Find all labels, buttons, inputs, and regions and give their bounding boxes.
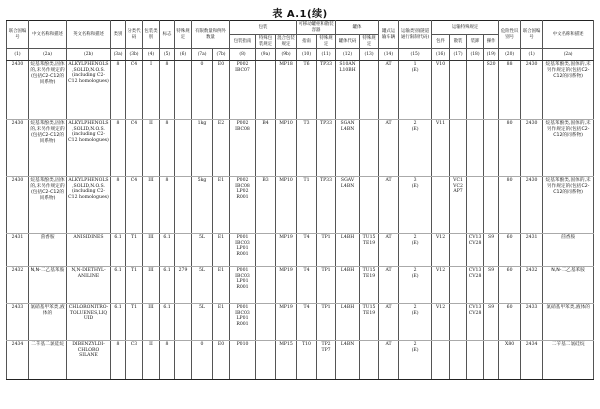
zh-name: 氯硝基甲苯类,液体的 [29,304,67,341]
ts-loading: CV13 CV28 [467,234,484,267]
portable-tank-special: TP1 [317,234,336,267]
header-hazard-id: 危险性识别号 [499,21,521,49]
table-row [7,267,594,304]
zh-name-right: 茴香胺 [543,234,594,267]
excepted-quantity: E1 [213,267,230,304]
un-number-right: 2433 [521,304,543,341]
packing-instruction: P001 IBC03 LP01 R001 [230,304,256,341]
column-code: (9b) [276,49,297,61]
portable-tank-special: TP33 [317,177,336,234]
tunnel-code: (E) [411,347,419,353]
header-pt-instr: 指南 [297,35,317,49]
class-code: C3 [126,341,143,380]
header-special-provisions: 特殊规定 [175,21,192,49]
ts-packages: V12 [432,267,450,304]
packing-group: III [143,177,160,234]
transport-category [399,341,432,380]
transport-category [399,120,432,177]
transport-category-number: 2 [413,305,417,310]
header-ts-packages: 包件 [432,35,450,49]
transport-category-number: 2 [413,342,417,347]
header-class-code: 分类代码 [126,21,143,49]
portable-tank-instr: T4 [297,234,317,267]
table-row [7,120,594,177]
un-number: 2432 [7,267,29,304]
transport-category-number: 2 [413,235,417,240]
packing-instruction: P010 [230,341,256,380]
ts-loading: CV13 CV28 [467,267,484,304]
column-code: (6) [175,49,192,61]
column-code: (10) [297,49,317,61]
hazard-id: 88 [499,61,521,120]
transport-category-number: 3 [413,178,417,183]
special-provisions [175,234,192,267]
header-class: 类别 [111,21,126,49]
portable-tank-instr: T6 [297,61,317,120]
portable-tank-special: TP33 [317,120,336,177]
tunnel-code: (E) [411,310,419,316]
table-row [7,304,594,341]
packing-special: B4 [256,120,276,177]
portable-tank-special: TP1 [317,304,336,341]
transport-category [399,267,432,304]
special-provisions [175,61,192,120]
header-packaging: 包装 [230,21,297,35]
limited-quantity: 5L [192,234,213,267]
ts-loading [467,177,484,234]
transport-category [399,61,432,120]
limited-quantity: 1kg [192,120,213,177]
en-name: N,N-DIETHYL-ANILINE [67,267,111,304]
ts-bulk: VC1 VC2 AP7 [450,177,467,234]
mixed-packing: MP19 [276,304,297,341]
ts-bulk [450,341,467,380]
header-mixed-packing: 混合包装规定 [277,36,295,47]
zh-name: 烷基苯酚类,固体的,未另作规定的(包括C2-C12的同系物) [29,177,67,234]
tank-special: TU15 TE19 [360,304,379,341]
limited-quantity: 5L [192,267,213,304]
tunnel-code: (E) [411,183,419,189]
un-number-right: 2430 [521,120,543,177]
tunnel-code: (E) [411,240,419,246]
special-provisions [175,177,192,234]
un-number-right: 2430 [521,61,543,120]
vehicle: AT [379,177,399,234]
column-code: (2a) [29,49,67,61]
tank-special [360,341,379,380]
column-code: (19) [484,49,499,61]
tank-special [360,177,379,234]
packing-group: I [143,61,160,120]
vehicle: AT [379,304,399,341]
column-code: (7a) [192,49,213,61]
table-row [7,234,594,267]
labels: 6.1 [160,304,175,341]
ts-bulk [450,304,467,341]
class: 8 [111,341,126,380]
header-tank: 罐体 [336,21,379,35]
ts-operation [484,120,499,177]
mixed-packing: MP19 [276,267,297,304]
portable-tank-instr: T4 [297,304,317,341]
packing-instruction: P002 IBC08 LP02 R001 [230,177,256,234]
un-number-right: 2431 [521,234,543,267]
en-name: ALKYLPHENOLS,SOLID,N.O.S.(including C2-C12 homologues) [67,120,111,177]
packing-special: B3 [256,177,276,234]
packing-special [256,304,276,341]
limited-quantity: 0 [192,61,213,120]
header-ts-bulk: 散装 [450,35,467,49]
header-ts-operation: 操作 [484,35,499,49]
header-labels: 标志 [160,21,175,49]
tank-code: L4BH [336,234,360,267]
limited-quantity: 5L [192,304,213,341]
portable-tank-special: TP33 [317,61,336,120]
packing-group: II [143,120,160,177]
transport-category-number: 2 [413,121,417,126]
transport-category-number: 2 [413,268,417,273]
class-code: T1 [126,304,143,341]
table-title: 表 A.1(续) [272,9,328,20]
hazard-id: 60 [499,267,521,304]
labels: 6.1 [160,267,175,304]
ts-loading [467,120,484,177]
column-code: (3b) [126,49,143,61]
zh-name-right: 二苄基二氯硅烷 [543,341,594,380]
tank-special: TU15 TE19 [360,234,379,267]
hazard-id: 80 [499,177,521,234]
hazard-id: 80 [499,120,521,177]
column-code: (5) [160,49,175,61]
en-name: ALKYLPHENOLS,SOLID,N.O.S.(including C2-C12 homologues) [67,177,111,234]
packing-group: III [143,234,160,267]
ts-loading [467,341,484,380]
limited-quantity: 5kg [192,177,213,234]
class: 6.1 [111,234,126,267]
table-row [7,177,594,234]
zh-name: 烷基苯酚类,固体的,未另作规定的(包括C2-C12的同系物) [29,61,67,120]
un-number-right: 2430 [521,177,543,234]
tank-special [360,61,379,120]
excepted-quantity: E0 [213,61,230,120]
excepted-quantity: E2 [213,120,230,177]
tank-special [360,120,379,177]
limited-quantity: 0 [192,341,213,380]
column-code: (13) [360,49,379,61]
class-code: C4 [126,120,143,177]
ts-packages: V10 [432,61,450,120]
header-portable-tank: 可移动罐柜和散装容器 [298,22,334,33]
en-name: CHLORONITRO-TOLUENES,LIQUID [67,304,111,341]
column-code: (3a) [111,49,126,61]
column-code: (4) [143,49,160,61]
ts-operation: S9 [484,234,499,267]
special-provisions [175,304,192,341]
packing-group: III [143,304,160,341]
un-number: 2430 [7,120,29,177]
header-un-no-right: 联合国编号 [521,21,543,49]
ts-operation [484,177,499,234]
header-vehicle: 罐式运输车辆 [379,21,399,49]
un-number: 2431 [7,234,29,267]
tank-code: SGAV L4BN [336,177,360,234]
header-zh-name-right: 中文名称和描述 [543,21,594,49]
mixed-packing: MP15 [276,341,297,380]
zh-name-right: N,N-二乙基苯胺 [543,267,594,304]
hazard-id: X80 [499,341,521,380]
zh-name-right: 烷基苯酚类,固体的,未另作规定的(包括C2-C12的同系物) [543,177,594,234]
header-ts-loading: 装卸 [467,35,484,49]
special-provisions: 279 [175,267,192,304]
column-code: (18) [467,49,484,61]
tank-code: L4BH [336,304,360,341]
excepted-quantity: E0 [213,341,230,380]
tank-code: L4BH [336,267,360,304]
packing-instruction: P001 IBC03 LP01 R001 [230,234,256,267]
un-number-right: 2432 [521,267,543,304]
vehicle: AT [379,267,399,304]
tank-code: SGAN L4BN [336,120,360,177]
mixed-packing: MP19 [276,234,297,267]
tank-code: S10AN L10BH [336,61,360,120]
ts-loading [467,61,484,120]
header-pack-special: 特殊包装规定 [256,35,276,49]
un-number: 2433 [7,304,29,341]
en-name: ANISIDINES [67,234,111,267]
ts-loading: CV13 CV28 [467,304,484,341]
tunnel-code: (E) [411,67,419,73]
en-name: DIBENZYLDI-CHLORO SILANE [67,341,111,380]
tank-special: TU15 TE19 [360,267,379,304]
excepted-quantity: E1 [213,177,230,234]
column-code: (2a) [543,49,594,61]
packing-group: III [143,267,160,304]
ts-bulk [450,120,467,177]
class-code: T1 [126,234,143,267]
en-name: ALKYLPHENOLS,SOLID,N.O.S.(including C2-C12 homologues) [67,61,111,120]
ts-bulk [450,61,467,120]
transport-category-number: 1 [413,62,417,67]
special-provisions [175,341,192,380]
column-code: (7b) [213,49,230,61]
header-tank-code: 罐体代码 [336,35,360,49]
packing-special [256,61,276,120]
packing-group: II [143,341,160,380]
portable-tank-instr: T4 [297,267,317,304]
special-provisions [175,120,192,177]
table-row [7,61,594,120]
header-packing-group: 包装类别 [143,21,160,49]
packing-special [256,267,276,304]
column-code: (1) [7,49,29,61]
transport-category [399,234,432,267]
column-code: (20) [499,49,521,61]
excepted-quantity: E1 [213,234,230,267]
labels: 8 [160,177,175,234]
zh-name: 二苄基二氯硅烷 [29,341,67,380]
column-code: (2b) [67,49,111,61]
class: 6.1 [111,304,126,341]
header-transport-special: 运输特殊规定 [432,21,499,35]
hazard-id: 60 [499,234,521,267]
class: 8 [111,120,126,177]
column-code: (12) [336,49,360,61]
mixed-packing: MP10 [276,177,297,234]
column-code: (11) [317,49,336,61]
vehicle: AT [379,120,399,177]
ts-operation: S9 [484,304,499,341]
dangerous-goods-table [6,20,594,380]
header-en-name: 英文名称和描述 [67,21,111,49]
vehicle: AT [379,61,399,120]
labels: 8 [160,61,175,120]
class-code: T1 [126,267,143,304]
packing-special [256,341,276,380]
zh-name-right: 氯硝基甲苯类,液体的 [543,304,594,341]
portable-tank-special: TP2 TP7 [317,341,336,380]
ts-packages [432,341,450,380]
labels: 6.1 [160,234,175,267]
tank-code: L4BN [336,341,360,380]
packing-special [256,234,276,267]
ts-bulk [450,234,467,267]
packing-instruction: P001 IBC03 LP01 R001 [230,267,256,304]
un-number-right: 2434 [521,341,543,380]
transport-category [399,177,432,234]
un-number: 2434 [7,341,29,380]
labels: 8 [160,120,175,177]
labels: 8 [160,341,175,380]
class: 8 [111,177,126,234]
mixed-packing: MP18 [276,61,297,120]
header-tank-special: 特殊规定 [360,35,379,49]
un-number: 2430 [7,177,29,234]
class: 8 [111,61,126,120]
table-row [7,341,594,380]
hazard-id: 60 [499,304,521,341]
class: 6.1 [111,267,126,304]
vehicle: AT [379,234,399,267]
vehicle: AT [379,341,399,380]
portable-tank-instr: T1 [297,177,317,234]
class-code: C4 [126,61,143,120]
packing-instruction: P002 IBC07 [230,61,256,120]
tunnel-code: (E) [411,126,419,132]
column-code: (15) [399,49,432,61]
portable-tank-special: TP1 [317,267,336,304]
portable-tank-instr: T3 [297,120,317,177]
excepted-quantity: E1 [213,304,230,341]
zh-name: 茴香胺 [29,234,67,267]
portable-tank-instr: T10 [297,341,317,380]
ts-packages [432,177,450,234]
header-transport-category: 运输类别(隧道通行限制代码) [399,21,432,49]
column-code: (16) [432,49,450,61]
ts-bulk [450,267,467,304]
packing-instruction: P002 IBC08 [230,120,256,177]
zh-name-right: 烷基苯酚类,固体的,未另作规定的(包括C2-C12的同系物) [543,120,594,177]
ts-packages: V12 [432,234,450,267]
header-pt-special: 特殊规定 [317,35,336,49]
zh-name: 烷基苯酚类,固体的,未另作规定的(包括C2-C12的同系物) [29,120,67,177]
un-number: 2430 [7,61,29,120]
column-code: (17) [450,49,467,61]
ts-packages: V12 [432,304,450,341]
ts-operation: S9 [484,267,499,304]
ts-operation [484,341,499,380]
ts-packages: V11 [432,120,450,177]
tunnel-code: (E) [411,273,419,279]
zh-name-right: 烷基苯酚类,固体的,未另作规定的(包括C2-C12的同系物) [543,61,594,120]
zh-name: N,N-二乙基苯胺 [29,267,67,304]
ts-operation: S20 [484,61,499,120]
header-pack-instr: 包装指南 [230,35,256,49]
column-code: (1) [521,49,543,61]
class-code: C4 [126,177,143,234]
transport-category [399,304,432,341]
column-code: (9a) [256,49,276,61]
mixed-packing: MP10 [276,120,297,177]
header-limited-excepted: 有限数量和例外数量 [192,21,230,49]
header-un-no: 联合国编号 [7,21,29,49]
column-code: (14) [379,49,399,61]
header-zh-name: 中文名称和描述 [29,21,67,49]
column-code: (8) [230,49,256,61]
